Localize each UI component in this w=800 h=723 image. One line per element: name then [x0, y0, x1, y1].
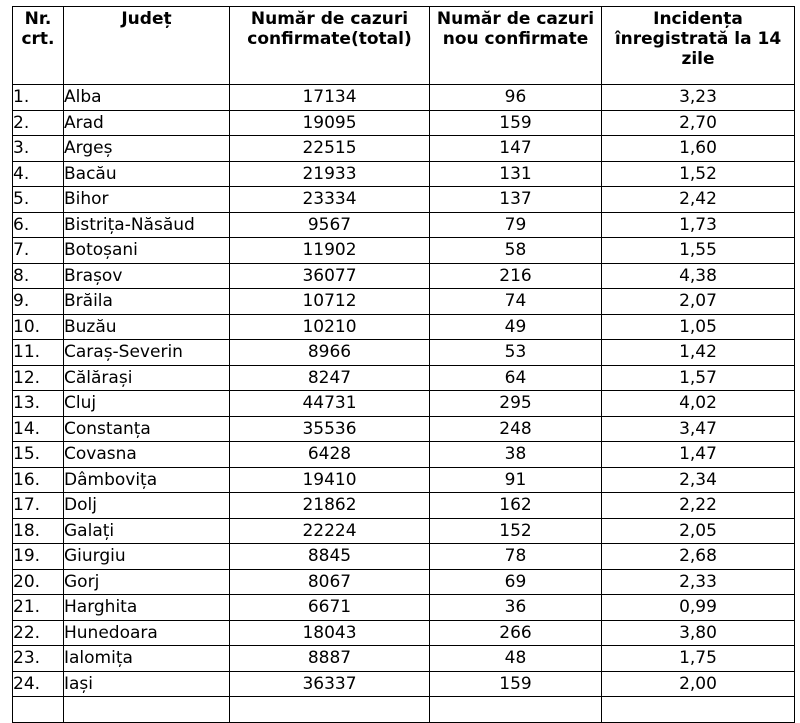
cell-new-confirmed: 159 — [430, 110, 602, 136]
header-judet: Județ — [64, 7, 230, 85]
header-new-confirmed: Număr de cazuri nou confirmate — [430, 7, 602, 85]
cell-judet: Brăila — [64, 289, 230, 315]
cell-new-confirmed: 152 — [430, 518, 602, 544]
cell-nr-crt: 15. — [13, 442, 64, 468]
cell-incidence: 1,55 — [602, 238, 795, 264]
cell-new-confirmed: 91 — [430, 467, 602, 493]
cell-judet: Dolj — [64, 493, 230, 519]
cell-nr-crt: 6. — [13, 212, 64, 238]
cell-incidence: 3,80 — [602, 620, 795, 646]
cell-nr-crt: 4. — [13, 161, 64, 187]
cell-total-confirmed: 10210 — [230, 314, 430, 340]
cell-new-confirmed: 64 — [430, 365, 602, 391]
cell-incidence: 2,00 — [602, 671, 795, 697]
cell-incidence: 4,02 — [602, 391, 795, 417]
cell-new-confirmed: 147 — [430, 136, 602, 162]
table-row — [13, 110, 795, 136]
cell-new-confirmed: 295 — [430, 391, 602, 417]
header-row — [13, 7, 795, 85]
cell-incidence: 2,07 — [602, 289, 795, 315]
cell-new-confirmed: 74 — [430, 289, 602, 315]
cell-judet: Bihor — [64, 187, 230, 213]
cell-total-confirmed: 22224 — [230, 518, 430, 544]
cell-nr-crt: 1. — [13, 85, 64, 111]
cell-judet: Constanța — [64, 416, 230, 442]
covid-cases-table — [12, 6, 795, 723]
cell-judet: Călărași — [64, 365, 230, 391]
cell-total-confirmed: 8845 — [230, 544, 430, 570]
table-row — [13, 671, 795, 697]
cell-nr-crt: 17. — [13, 493, 64, 519]
table-row — [13, 569, 795, 595]
cell-incidence: 2,42 — [602, 187, 795, 213]
table-row — [13, 416, 795, 442]
table-cell-partial — [430, 697, 602, 723]
cell-judet: Bistrița-Năsăud — [64, 212, 230, 238]
cell-nr-crt: 3. — [13, 136, 64, 162]
cell-new-confirmed: 53 — [430, 340, 602, 366]
table-row — [13, 263, 795, 289]
table-cell-partial — [64, 697, 230, 723]
table-body — [13, 85, 795, 723]
cell-incidence: 3,47 — [602, 416, 795, 442]
table-row — [13, 212, 795, 238]
cell-nr-crt: 22. — [13, 620, 64, 646]
table-cell-partial — [602, 697, 795, 723]
cell-judet: Botoșani — [64, 238, 230, 264]
table-row — [13, 620, 795, 646]
table-row — [13, 187, 795, 213]
cell-total-confirmed: 17134 — [230, 85, 430, 111]
cell-judet: Buzău — [64, 314, 230, 340]
cell-new-confirmed: 162 — [430, 493, 602, 519]
cell-total-confirmed: 18043 — [230, 620, 430, 646]
cell-new-confirmed: 131 — [430, 161, 602, 187]
cell-new-confirmed: 216 — [430, 263, 602, 289]
table-header — [13, 7, 795, 85]
cell-nr-crt: 14. — [13, 416, 64, 442]
cell-incidence: 2,70 — [602, 110, 795, 136]
cell-new-confirmed: 137 — [430, 187, 602, 213]
cell-new-confirmed: 266 — [430, 620, 602, 646]
table-row — [13, 442, 795, 468]
table-cell-partial — [13, 697, 64, 723]
cell-total-confirmed: 11902 — [230, 238, 430, 264]
cell-judet: Dâmbovița — [64, 467, 230, 493]
header-total-confirmed: Număr de cazuri confirmate(total) — [230, 7, 430, 85]
cell-new-confirmed: 38 — [430, 442, 602, 468]
table-row — [13, 238, 795, 264]
table-row — [13, 314, 795, 340]
cell-new-confirmed: 69 — [430, 569, 602, 595]
cell-new-confirmed: 79 — [430, 212, 602, 238]
cell-total-confirmed: 8966 — [230, 340, 430, 366]
header-nr-crt: Nr. crt. — [13, 7, 64, 85]
cell-total-confirmed: 19095 — [230, 110, 430, 136]
cell-nr-crt: 21. — [13, 595, 64, 621]
cell-new-confirmed: 96 — [430, 85, 602, 111]
cell-judet: Cluj — [64, 391, 230, 417]
cell-nr-crt: 10. — [13, 314, 64, 340]
cell-judet: Giurgiu — [64, 544, 230, 570]
cell-nr-crt: 16. — [13, 467, 64, 493]
cell-total-confirmed: 35536 — [230, 416, 430, 442]
cell-nr-crt: 5. — [13, 187, 64, 213]
cell-nr-crt: 11. — [13, 340, 64, 366]
table-cell-partial — [230, 697, 430, 723]
cell-nr-crt: 7. — [13, 238, 64, 264]
table-row — [13, 467, 795, 493]
cell-total-confirmed: 6428 — [230, 442, 430, 468]
cell-total-confirmed: 9567 — [230, 212, 430, 238]
cell-judet: Ialomița — [64, 646, 230, 672]
cell-judet: Iași — [64, 671, 230, 697]
cell-total-confirmed: 19410 — [230, 467, 430, 493]
table-row — [13, 391, 795, 417]
cell-new-confirmed: 58 — [430, 238, 602, 264]
table-row — [13, 518, 795, 544]
cell-judet: Alba — [64, 85, 230, 111]
table-row — [13, 136, 795, 162]
cell-incidence: 1,42 — [602, 340, 795, 366]
cell-nr-crt: 13. — [13, 391, 64, 417]
cell-judet: Caraș-Severin — [64, 340, 230, 366]
cell-total-confirmed: 36337 — [230, 671, 430, 697]
cell-total-confirmed: 8067 — [230, 569, 430, 595]
table-row — [13, 85, 795, 111]
table-row — [13, 595, 795, 621]
cell-nr-crt: 8. — [13, 263, 64, 289]
cell-judet: Argeș — [64, 136, 230, 162]
cell-judet: Brașov — [64, 263, 230, 289]
cell-incidence: 4,38 — [602, 263, 795, 289]
cell-judet: Covasna — [64, 442, 230, 468]
cell-new-confirmed: 36 — [430, 595, 602, 621]
table-row-partial — [13, 697, 795, 723]
cell-new-confirmed: 248 — [430, 416, 602, 442]
cell-incidence: 1,57 — [602, 365, 795, 391]
table-row — [13, 289, 795, 315]
cell-incidence: 2,34 — [602, 467, 795, 493]
cell-nr-crt: 2. — [13, 110, 64, 136]
cell-nr-crt: 9. — [13, 289, 64, 315]
cell-total-confirmed: 22515 — [230, 136, 430, 162]
cell-total-confirmed: 10712 — [230, 289, 430, 315]
cell-incidence: 1,05 — [602, 314, 795, 340]
cell-judet: Arad — [64, 110, 230, 136]
cell-nr-crt: 23. — [13, 646, 64, 672]
cell-judet: Gorj — [64, 569, 230, 595]
table-row — [13, 365, 795, 391]
cell-incidence: 1,52 — [602, 161, 795, 187]
header-incidence-14-days: Incidența înregistrată la 14 zile — [602, 7, 795, 85]
table-row — [13, 646, 795, 672]
cell-new-confirmed: 48 — [430, 646, 602, 672]
cell-new-confirmed: 78 — [430, 544, 602, 570]
cell-nr-crt: 12. — [13, 365, 64, 391]
cell-judet: Harghita — [64, 595, 230, 621]
cell-nr-crt: 18. — [13, 518, 64, 544]
table-row — [13, 161, 795, 187]
table-row — [13, 493, 795, 519]
cell-new-confirmed: 159 — [430, 671, 602, 697]
cell-total-confirmed: 23334 — [230, 187, 430, 213]
cell-incidence: 2,33 — [602, 569, 795, 595]
cell-incidence: 2,05 — [602, 518, 795, 544]
cell-incidence: 0,99 — [602, 595, 795, 621]
cell-judet: Hunedoara — [64, 620, 230, 646]
cell-total-confirmed: 21862 — [230, 493, 430, 519]
cell-incidence: 1,47 — [602, 442, 795, 468]
cell-total-confirmed: 6671 — [230, 595, 430, 621]
cell-total-confirmed: 21933 — [230, 161, 430, 187]
cell-total-confirmed: 8887 — [230, 646, 430, 672]
cell-incidence: 2,22 — [602, 493, 795, 519]
table-row — [13, 544, 795, 570]
cell-judet: Bacău — [64, 161, 230, 187]
cell-nr-crt: 20. — [13, 569, 64, 595]
cell-nr-crt: 19. — [13, 544, 64, 570]
cell-incidence: 3,23 — [602, 85, 795, 111]
cell-nr-crt: 24. — [13, 671, 64, 697]
cell-total-confirmed: 8247 — [230, 365, 430, 391]
cell-incidence: 2,68 — [602, 544, 795, 570]
cell-total-confirmed: 36077 — [230, 263, 430, 289]
cell-new-confirmed: 49 — [430, 314, 602, 340]
cell-incidence: 1,60 — [602, 136, 795, 162]
cell-judet: Galați — [64, 518, 230, 544]
table-row — [13, 340, 795, 366]
cell-incidence: 1,73 — [602, 212, 795, 238]
cell-incidence: 1,75 — [602, 646, 795, 672]
cell-total-confirmed: 44731 — [230, 391, 430, 417]
